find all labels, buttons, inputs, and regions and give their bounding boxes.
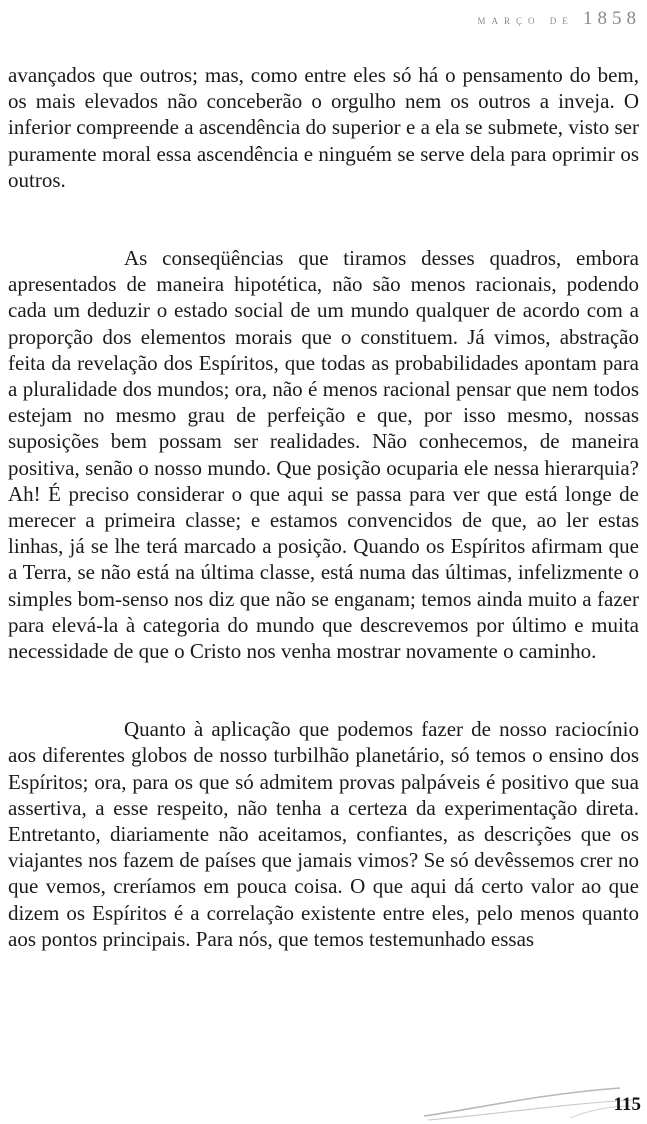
paragraph-1: avançados que outros; mas, como entre eles só há o pensamento do bem, os mais elevados não conceberão o orgulho nem os outros a inveja. O inferior compreende a ascendência do superior e a ela se submete, visto ser puramente moral essa ascendência e ninguém se serve dela para oprimir os outros. <box>8 63 639 192</box>
paragraph-2: As conseqüências que tiramos desses quadros, embora apresentados de maneira hipotética, não são menos racionais, podendo cada um deduzir o estado social de um mundo qualquer de acordo com a proporção dos elementos morais que o constituem. Já vimos, abstração feita da revelação dos Espíritos, que todas as probabilidades apontam para a pluralidade dos mundos; ora, não é menos racional pensar que nem todos estejam no mesmo grau de perfeição e que, por isso mesmo, nossas suposições bem possam ser realidades. Não conhecemos, de maneira positiva, senão o nosso mundo. Que posição ocuparia ele nessa hierarquia? Ah! É preciso considerar o que aqui se passa para ver que está longe de merecer a primeira classe; e estamos convencidos de que, ao ler estas linhas, já se lhe terá marcado a posição. Quando os Espíritos afirmam que a Terra, se não está na última classe, está numa das últimas, infelizmente o simples bom-senso nos diz que não se enganam; temos ainda muito a fazer para elevá-la à categoria do mundo que descrevemos por último e muita necessidade de que o Cristo nos venha mostrar novamente o caminho. <box>8 246 639 664</box>
page-number: 115 <box>613 1094 641 1115</box>
folio <box>420 1080 647 1124</box>
body-text <box>8 62 639 952</box>
running-head-year: 1858 <box>583 8 641 29</box>
paragraph-3: Quanto à aplicação que podemos fazer de nosso raciocínio aos diferentes globos de nosso turbilhão planetário, só temos o ensino dos Espíritos; ora, para os que só admitem provas palpáveis é positivo que sua assertiva, a esse respeito, não tenha a certeza da experimentação direta. Entretanto, diariamente não aceitamos, confiantes, as descrições que os viajantes nos fazem de países que jamais vimos? Se só devêssemos crer no que vemos, creríamos em pouca coisa. O que aqui dá certo valor ao que dizem os Espíritos é a correlação existente entre eles, pelo menos quanto aos pontos principais. Para nós, que temos testemunhado essas <box>8 717 639 951</box>
running-head-month: março de <box>477 12 574 27</box>
running-head <box>477 8 641 30</box>
